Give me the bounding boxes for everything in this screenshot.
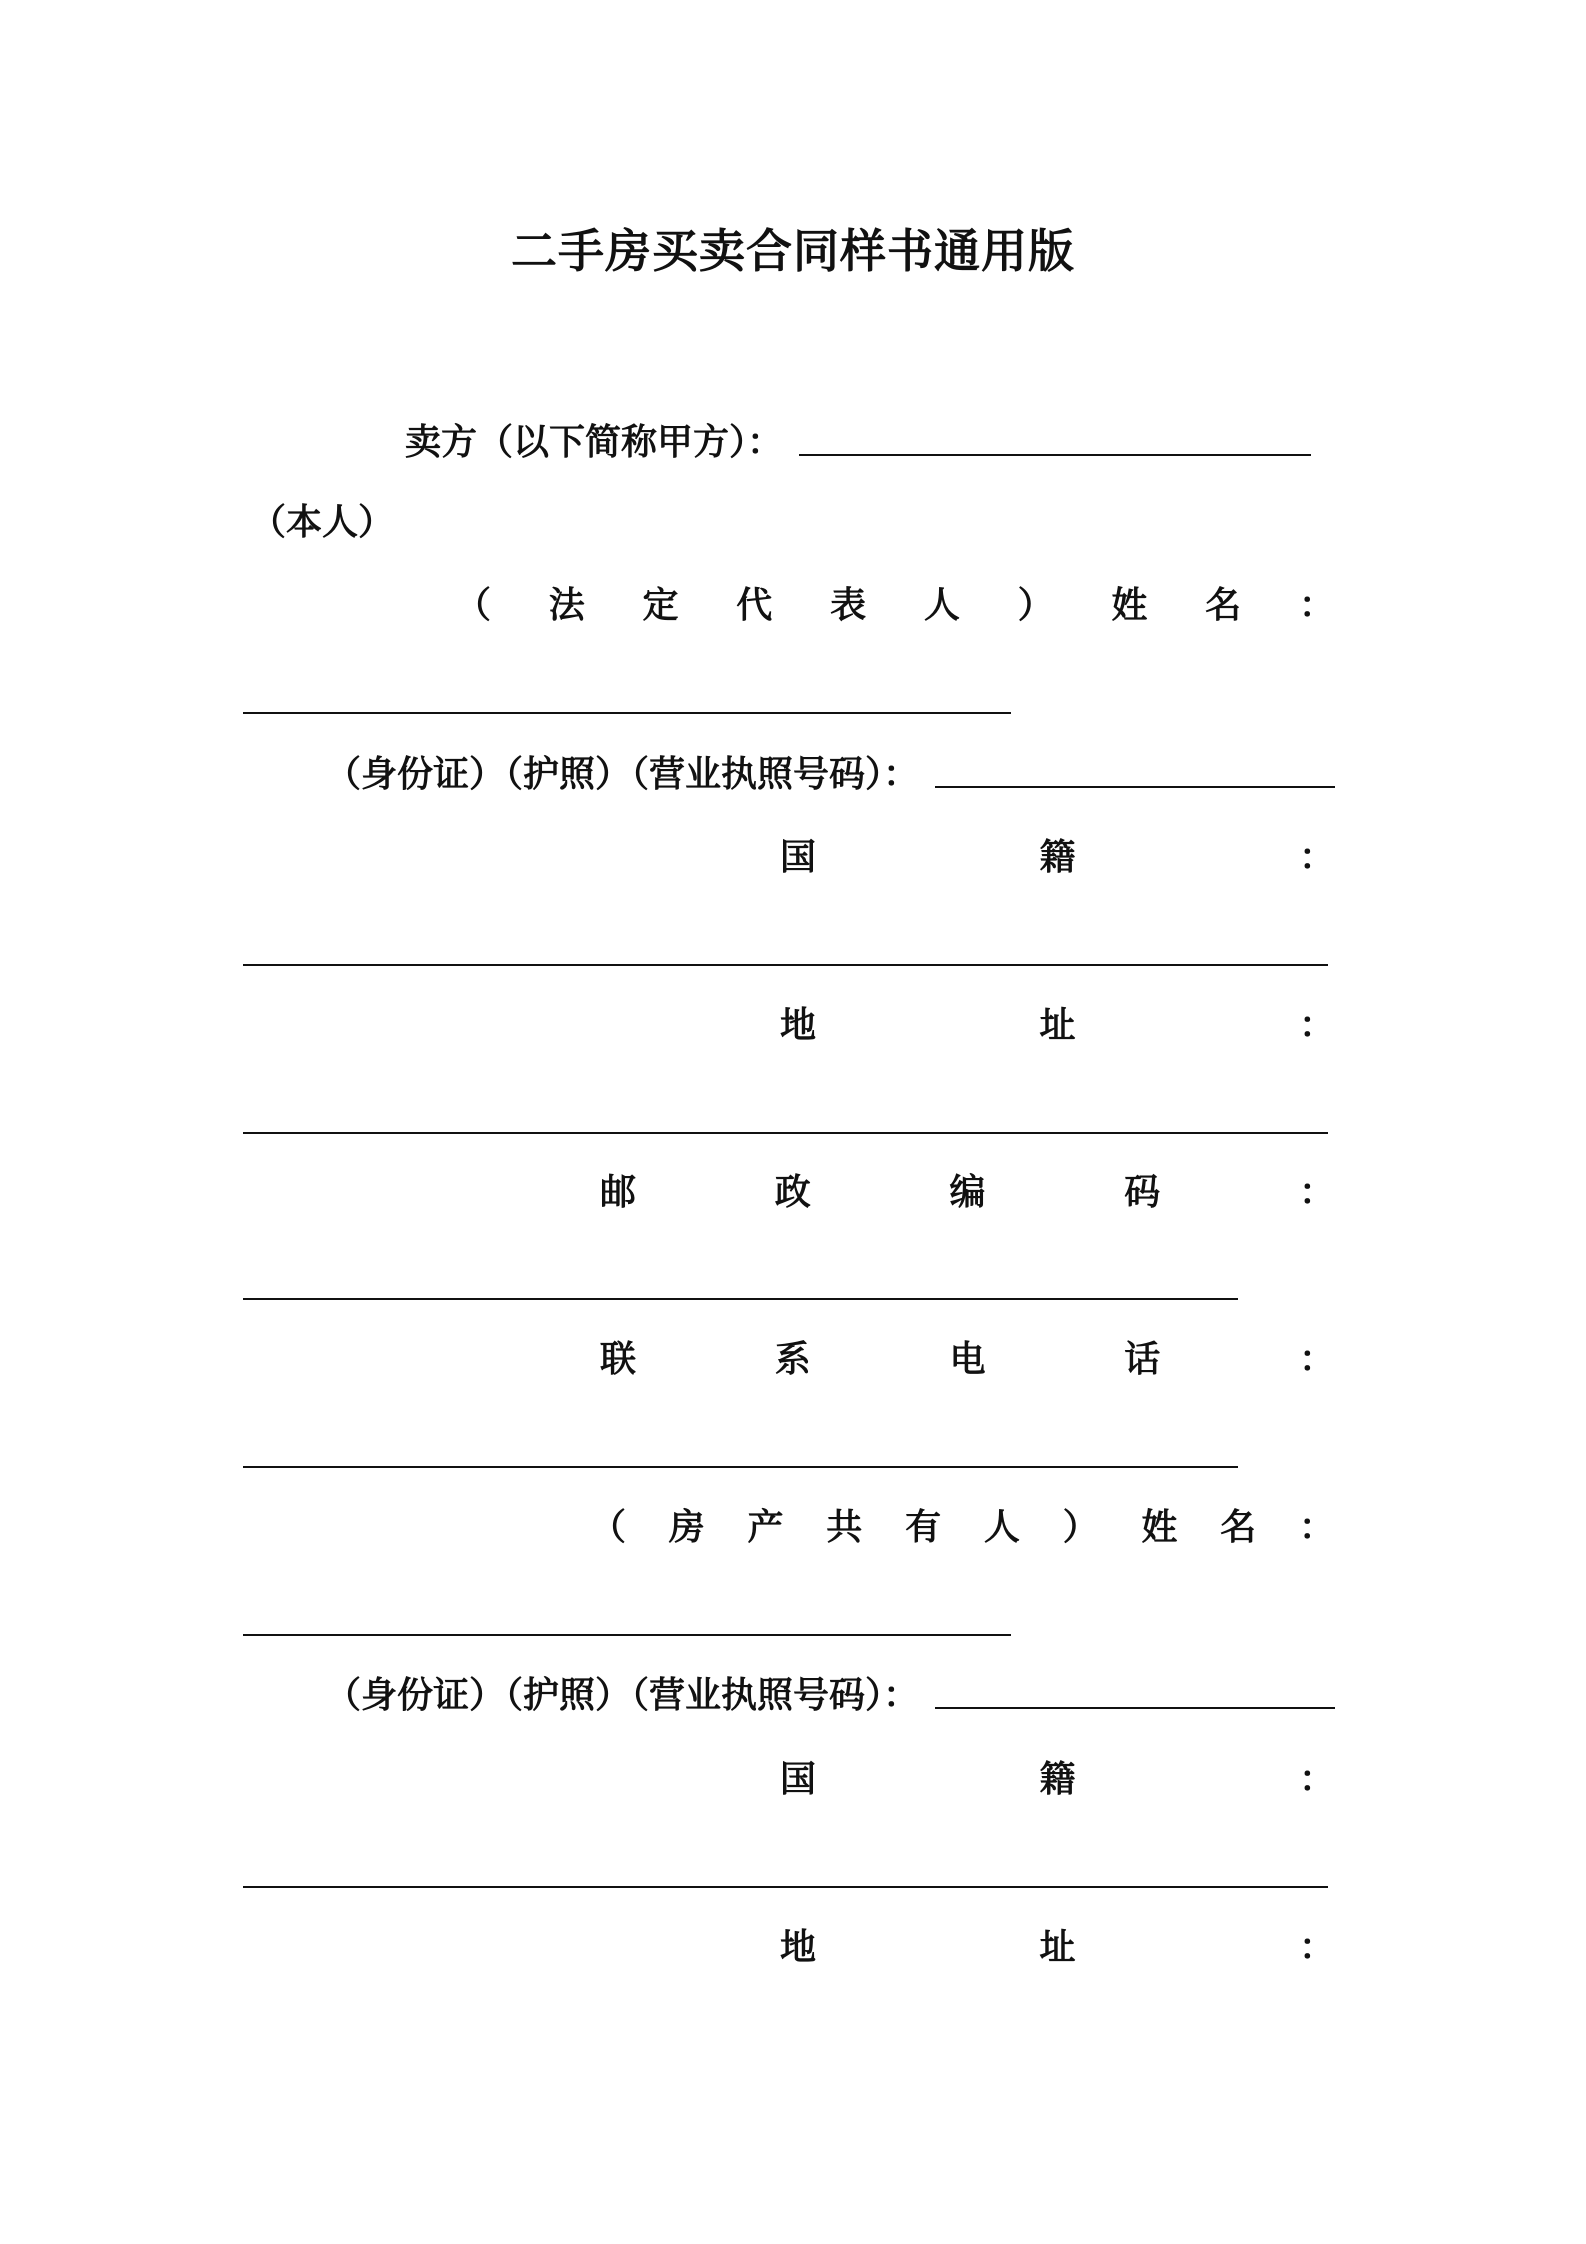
co-owner-label: （ 房 产 共 有 人 ） 姓 名 ： xyxy=(590,1507,1335,1548)
seller-label: 卖方（以下简称甲方）： xyxy=(405,422,784,463)
phone-label: 联 系 电 话 ： xyxy=(600,1339,1335,1380)
seller-line xyxy=(405,422,1311,463)
id-line-2 xyxy=(325,1675,1335,1716)
nationality-label-2: 国 籍 ： xyxy=(780,1759,1335,1800)
postcode-blank xyxy=(243,1298,1238,1300)
id-line xyxy=(325,754,1335,795)
id-blank-2 xyxy=(935,1705,1335,1709)
seller-blank xyxy=(799,452,1311,456)
address-blank xyxy=(243,1132,1328,1134)
id-label-2: （身份证）（护照）（营业执照号码）： xyxy=(325,1675,920,1716)
id-label: （身份证）（护照）（营业执照号码）： xyxy=(325,754,920,795)
address-label: 地 址 ： xyxy=(780,1005,1335,1046)
id-blank xyxy=(935,784,1335,788)
self-label: （本人） xyxy=(250,502,395,543)
phone-blank xyxy=(243,1466,1238,1468)
co-owner-blank xyxy=(243,1634,1011,1636)
address-label-2: 地 址 ： xyxy=(780,1927,1335,1968)
nationality-blank-2 xyxy=(243,1886,1328,1888)
legal-rep-blank xyxy=(243,712,1011,714)
document-title: 二手房买卖合同样书通用版 xyxy=(511,224,1075,278)
nationality-blank xyxy=(243,964,1328,966)
legal-rep-label: （ 法 定 代 表 人 ） 姓 名 ： xyxy=(455,585,1335,626)
nationality-label: 国 籍 ： xyxy=(780,837,1335,878)
postcode-label: 邮 政 编 码 ： xyxy=(600,1172,1335,1213)
